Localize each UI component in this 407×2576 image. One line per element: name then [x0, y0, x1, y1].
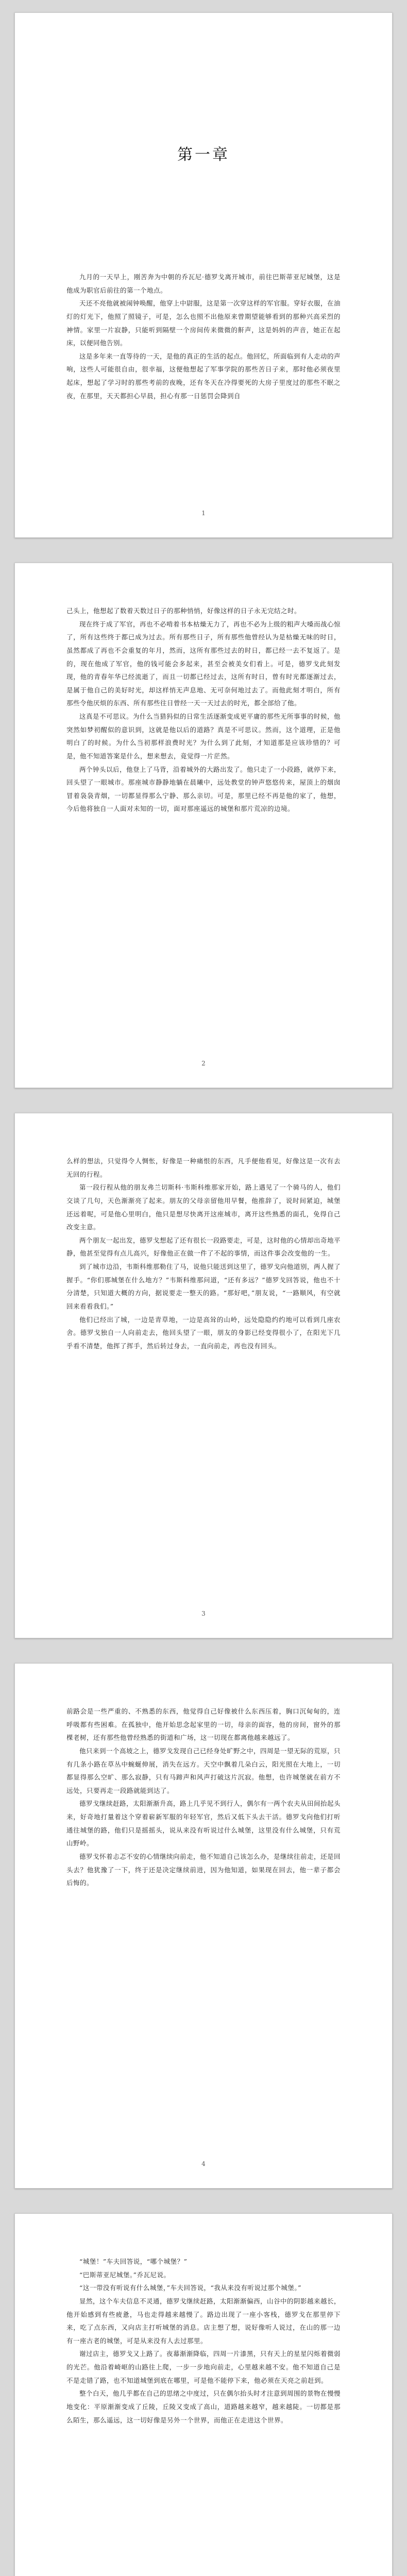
paragraph: 整个白天，他几乎都在自己的思绪之中度过，只在偶尔抬头时才注意到周围的景物在慢慢地变化：平原渐渐变成了丘陵，丘陵又变成了高山，道路越来越窄，越来越陡。一切都是那么陌生，那么遥远，这一切好像是另外一个世界，而他正在走进这个世界。 — [66, 2389, 341, 2424]
paragraph: 两个朋友一起出发，德罗戈想起了还有很长一段路要走，可是，这时他的心情却出奇地平静，他甚至觉得有点儿高兴，好像他正在做一件了不起的事情，而这件事会改变他的一生。 — [66, 1236, 341, 1258]
paragraph: 现在终于成了军官，再也不必啃着书本枯燥无力了，再也不必为上级的粗声大嗓而战心惊了，所有这些终于都已成为过去。所有那些日子，所有那些他曾经认为是枯燥无味的时日，虽然都成了再也不会重复的年月，然而，这所有那些过去的时日，都已经一去不复返了。是的，现在他成了军官，他的钱可能会多起来，甚至会被美女们看上。可是，德罗戈此刻发现，他的青春年华已经流逝了，而且一切都已经过去，这所有时日，曾有时光都逐渐过去，是属于他自己的美好时光，却这样悄无声息地、无可奈何地过去了。而他此刻才明白，所有那些令他厌烦的东西、所有那些往日曾经一天一天过去的时光，都全部给了他。 — [66, 620, 341, 707]
paragraph: 天还不亮他就被闹钟唤醒，他穿上中尉服，这是第一次穿这样的军官服。穿好衣服，在油灯的灯光下，他照了照镜子，可是，怎么也照不出他原来曾期望能够看到的那种兴高采烈的神情。家里一片寂静，只能听到隔壁一个房间传来微微的鼾声，这是妈妈的声音，她正在起床，以便同他告别。 — [66, 299, 341, 347]
paragraph: 他只来到一个高坡之上，德罗戈发现自己已经身处旷野之中，四周是一望无际的荒原，只有几条小路在草丛中蜿蜒伸展，消失在远方。天空中飘着几朵白云，阳光照在大地上，一切都显得那么空旷、那么寂静，只有马蹄声和风声打破这片沉寂。他想，也许城堡就在前方不远处，只要再走一段路就能到达了。 — [66, 1747, 341, 1794]
paragraph: 他们已经出了城，一边是青草地，一边是高耸的山岭，远处隐隐约约地可以看到几座农舍。德罗戈独自一人向前走去，他回头望了一眼，朋友的身影已经变得很小了，在阳光下几乎看不清楚，他挥了挥手，然后转过身去，一直向前走，再也没有回头。 — [66, 1315, 341, 1350]
page-4-text — [66, 1705, 341, 1890]
page-1 — [14, 12, 393, 538]
paragraph: 谢过店主，德罗戈又上路了。夜幕渐渐降临，四周一片漆黑，只有天上的星星闪烁着微弱的光芒。他沿着崎岖的山路往上爬，一步一步地向前走，心里越来越不安。他不知道自己是不是走错了路，也不知道城堡到底在哪里，可是他不能停下来，他必须在天亮之前赶到。 — [66, 2350, 341, 2384]
page-4 — [14, 1663, 393, 2189]
paragraph: “巴斯蒂亚尼城堡。”乔瓦尼说。 — [79, 2270, 171, 2279]
page-number: 4 — [201, 2160, 206, 2167]
paragraph: 到了城市边沿，韦斯科维那勒住了马，说他只能送到这里了，德罗戈向他道别，两人握了握手。“你们那城堡在什么地方？”韦斯科维那问道，“还有多远？”德罗戈回答说，他也不十分清楚，只知道大概的方向，据说要走一整天的路。“那好吧，”朋友说，“一路顺风，有空就回来看看我们。” — [66, 1263, 341, 1310]
paragraph: 前路会是一些严重的、不熟悉的东西，他觉得自己好像被什么东西压着，胸口沉甸甸的，连呼吸都有些困难。在孤独中，他开始思念起家里的一切，母亲的面容，他的房间，窗外的那棵老树，还有那些他曾经熟悉的街道和广场，这一切现在都离他越来越远了。 — [66, 1707, 341, 1742]
paragraph: 第一段行程从他的朋友弗兰切斯科·韦斯科维那家开始，路上遇见了一个骑马的人，他们交谈了几句，天色渐渐亮了起来。朋友的父母亲留他用早餐，他推辞了，说时间紧迫，城堡还远着呢，可是他心里明白，他只是想尽快离开这座城市，离开这些熟悉的面孔，免得自己改变主意。 — [66, 1183, 341, 1231]
paragraph: 九月的一天早上，刚苦奔为中朝的乔瓦尼·德罗戈离开城市，前往巴斯蒂亚尼城堡，这是他成为职官后前往的第一个地点。 — [66, 273, 341, 294]
page-3-text — [66, 1155, 341, 1352]
paragraph: “这一带没有听说有什么城堡，”车夫回答说，“我从来没有听说过那个城堡。” — [79, 2284, 302, 2292]
chapter-title: 第一章 — [177, 146, 230, 164]
paragraph: 么样的想法，只觉得令人惆怅，好像是一种痛恨的东西，凡手便他看见，好像这是一次有去无回的行程。 — [66, 1157, 341, 1178]
paragraph: 显然，这个车夫信息不灵通，德罗戈继续赶路，太阳渐渐偏西，山谷中的阴影越来越长，他开始感到有些疲惫，马也走得越来越慢了。路边出现了一座小客栈，德罗戈在那里停下来，吃了点东西，又向店主打听城堡的消息。店主想了想，说好像听人说过，在山的那一边有一座古老的城堡，可是从来没有人去过那里。 — [66, 2297, 341, 2345]
paragraph: 德罗戈继续赶路，太阳渐渐升高，路上几乎见不到行人，偶尔有一两个农夫从田间抬起头来，好奇地打量着这个穿着崭新军服的年轻军官，然后又低下头去干活。德罗戈向他们打听通往城堡的路，他们只是摇摇头，说从来没有听说过什么城堡，这里没有什么城堡，只有荒山野岭。 — [66, 1800, 341, 1848]
page-number: 2 — [201, 1060, 206, 1067]
page-3 — [14, 1113, 393, 1638]
page-2-text — [66, 604, 341, 816]
paragraph: 德罗戈怀着忐忑不安的心情继续向前走，他不知道自己该怎么办，是继续往前走，还是回头去？他犹豫了一下，终于还是决定继续前进，因为他知道，如果现在回去，他一辈子都会后悔的。 — [66, 1852, 341, 1887]
page-2 — [14, 563, 393, 1088]
paragraph: 己头上，他想起了数着天数过日子的那种悄悄，好像这样的日子永无完结之时。 — [66, 607, 301, 615]
page-1-text — [66, 270, 341, 402]
page-number: 3 — [201, 1610, 206, 1617]
paragraph: “城堡！”车夫回答说，“哪个城堡？” — [79, 2258, 188, 2265]
page-5 — [14, 2213, 393, 2576]
page-5-text — [66, 2255, 341, 2427]
paragraph: 这是多年来一直等待的一天，是他的真正的生活的起点。他回忆，所面临到有人走动的声响，这些人可能很自由，很幸福，这便他想起了军事学院的那些苦日子来，那时他必须夜里起床，想起了学习时的那些考前的夜晚，还有冬天在冷得要死的大房子里度过的那些不眠之夜，在那里，天天都担心早晨，担心有那一日惩罚会降到自 — [66, 352, 341, 400]
paragraph: 两个钟头以后，他登上了马背，沿着城外的大路出发了。他只走了一小段路，就停下来，回头望了一眼城市。那座城市静静地躺在晨曦中，远处教堂的钟声悠悠传来，屋顶上的烟囱冒着袅袅青烟，一切都显得那么宁静、那么亲切。可是，那里已经不再是他的家了，他想，今后他将独自一人面对未知的一切，面对那座遥远的城堡和那片荒凉的边境。 — [66, 765, 341, 813]
page-number: 1 — [201, 510, 206, 517]
paragraph: 这真是不可思议。为什么当猎犸似的日常生活逐渐变成更平庸的那些无所事事的时候，他突然如梦初醒似的意识到，这就是他以后的道路？真是不可思议。然而，这个道理，正是他明白了的时候。为什么当初那样浪费时光？为什么到了此刻，才知道那是应该珍惜的？可是，他不知道答案是什么，想来想去，竟觉得一片茫然。 — [66, 713, 341, 760]
